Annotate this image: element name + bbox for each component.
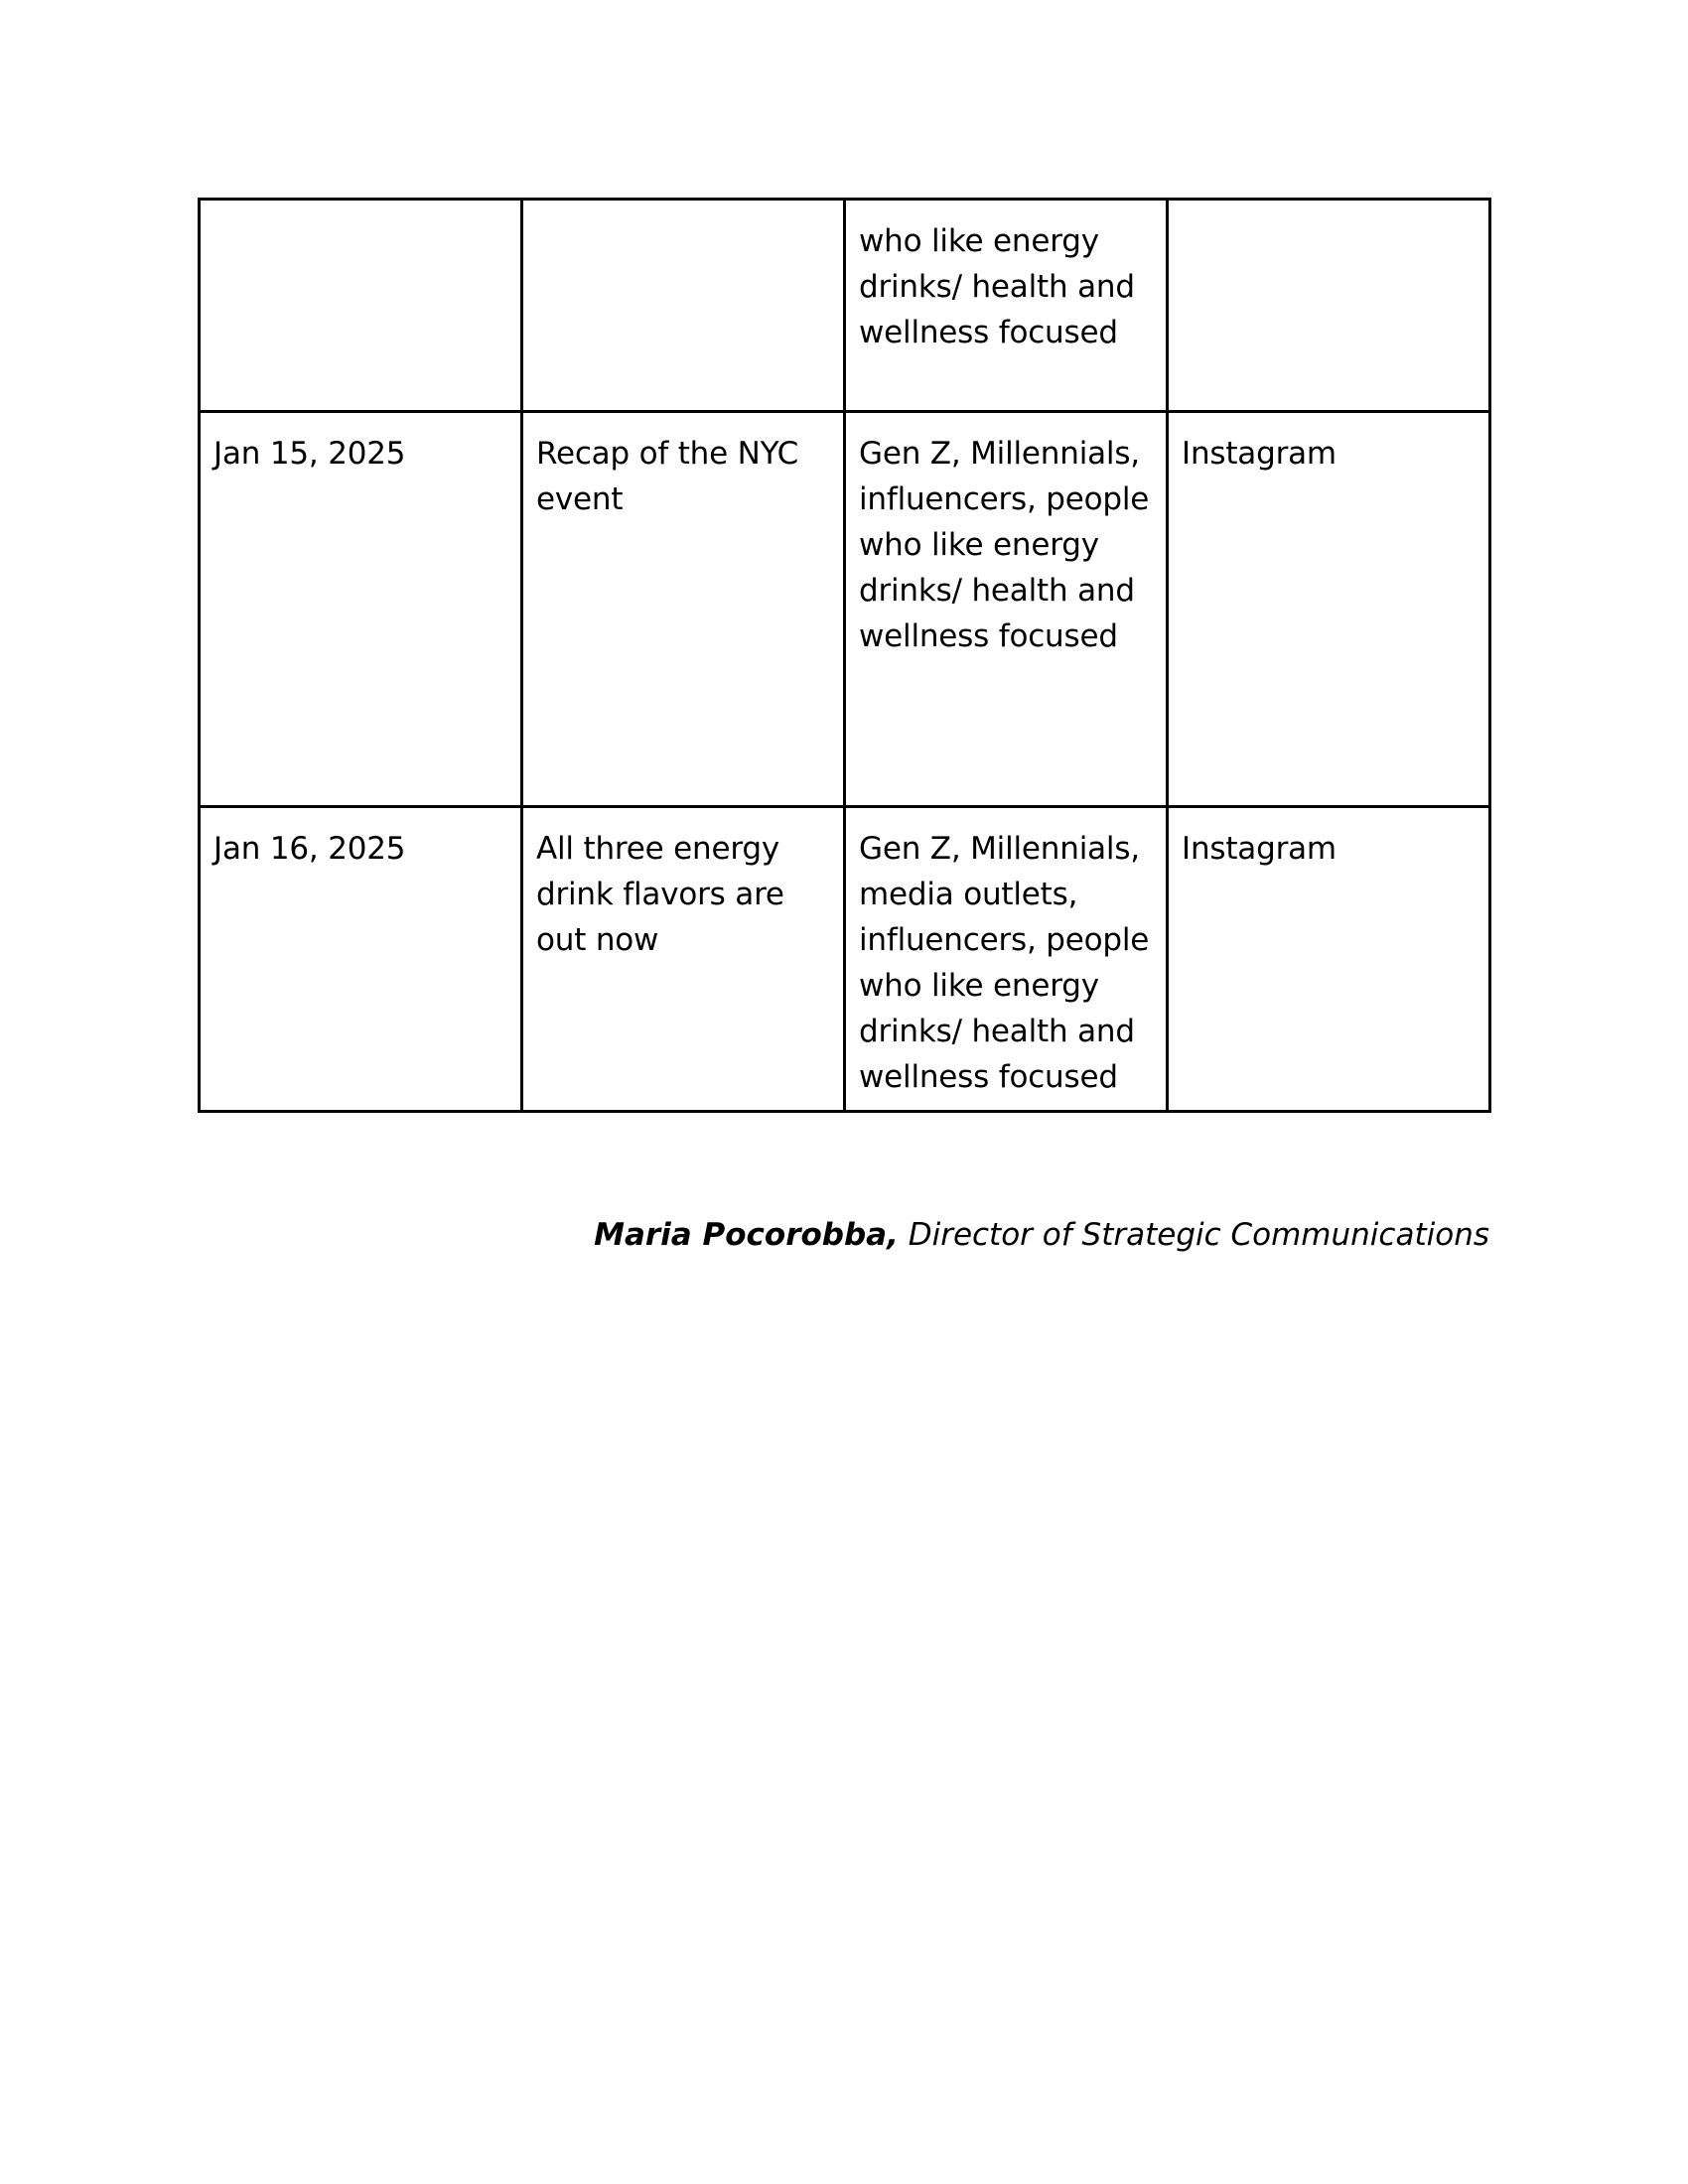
table-row — [200, 200, 1490, 412]
date-cell: Jan 15, 2025 — [200, 412, 522, 807]
signature-title: Director of Strategic Communications — [898, 1217, 1489, 1253]
date-cell: Jan 16, 2025 — [200, 807, 522, 1112]
content-cell: All three energy drink flavors are out now — [522, 807, 845, 1112]
audience-cell: Gen Z, Millennials, media outlets, influencers, people who like energy drinks/ health and wellness focused — [845, 807, 1168, 1112]
audience-cell: Gen Z, Millennials, influencers, people who like energy drinks/ health and wellness focused — [845, 412, 1168, 807]
platform-cell: Instagram — [1168, 807, 1490, 1112]
platform-cell: Instagram — [1168, 412, 1490, 807]
table-row — [200, 807, 1490, 1112]
table-row — [200, 412, 1490, 807]
platform-cell — [1168, 200, 1490, 412]
signature-name: Maria Pocorobba, — [594, 1217, 899, 1253]
content-schedule-table — [198, 198, 1491, 1113]
content-cell — [522, 200, 845, 412]
audience-cell: who like energy drinks/ health and wellness focused — [845, 200, 1168, 412]
date-cell — [200, 200, 522, 412]
signature-line — [594, 1217, 1489, 1253]
content-cell: Recap of the NYC event — [522, 412, 845, 807]
